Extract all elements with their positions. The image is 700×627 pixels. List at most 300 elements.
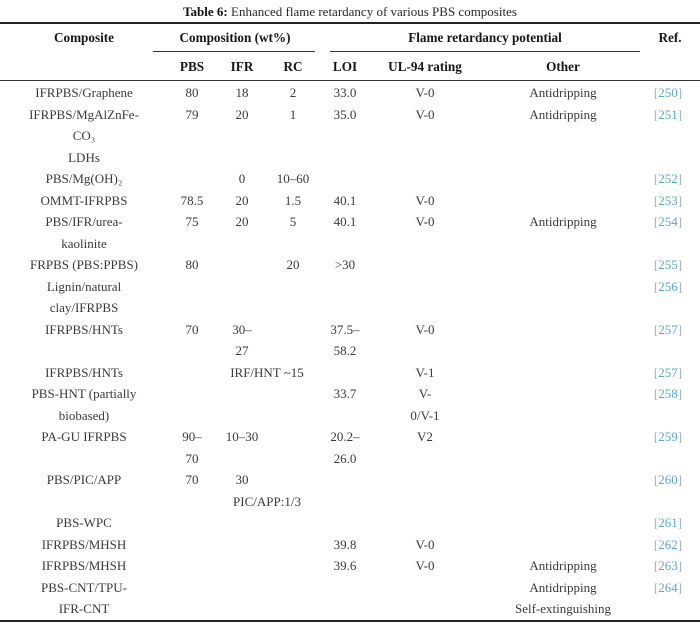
ref-bracket-close: ] bbox=[677, 321, 683, 337]
cell-rc bbox=[268, 319, 318, 362]
cell-pbs bbox=[168, 577, 216, 620]
ref-bracket-close: ] bbox=[677, 515, 683, 530]
cell-ref bbox=[648, 534, 700, 556]
cell-line: Antidripping bbox=[529, 214, 597, 229]
cell-rc bbox=[268, 82, 318, 104]
table-row bbox=[0, 104, 700, 169]
cell-loi bbox=[318, 190, 372, 212]
cell-line: 37.5– bbox=[330, 321, 360, 337]
cell-line: IFRPBS/HNTs bbox=[45, 321, 123, 337]
cell-line: PBS/Mg(OH)₂ bbox=[45, 171, 123, 186]
ref-link[interactable] bbox=[648, 577, 688, 599]
cell-line: 30 bbox=[235, 472, 249, 487]
ref-number: 257 bbox=[658, 321, 678, 337]
cell-ref bbox=[648, 254, 700, 276]
cell-loi bbox=[318, 362, 372, 384]
cell-rc bbox=[268, 383, 318, 426]
ref-bracket-open: [ bbox=[653, 558, 659, 573]
cell-line: 30– bbox=[232, 321, 252, 337]
cell-rc bbox=[268, 577, 318, 620]
cell-line: 20 bbox=[235, 214, 249, 229]
cell-line: 40.1 bbox=[333, 192, 357, 208]
cell-line: V-0 bbox=[415, 106, 435, 122]
cell-line: CO₃ bbox=[72, 128, 96, 143]
cell-pbs bbox=[168, 512, 216, 534]
cell-ul94 bbox=[372, 254, 478, 276]
cell-line: V-0 bbox=[415, 214, 435, 229]
cell-ul94 bbox=[372, 469, 478, 512]
ref-number: 252 bbox=[658, 171, 678, 186]
cell-ifr bbox=[216, 211, 268, 254]
cell-ul94 bbox=[372, 319, 478, 362]
ref-number: 258 bbox=[658, 386, 678, 401]
ref-bracket-close: ] bbox=[677, 278, 683, 294]
cell-other bbox=[478, 276, 648, 319]
cell-ref bbox=[648, 82, 700, 104]
cell-pbs bbox=[168, 254, 216, 276]
cell-loi bbox=[318, 577, 372, 620]
cell-line: 39.6 bbox=[333, 558, 357, 573]
cell-line: 2 bbox=[289, 85, 297, 100]
cell-loi bbox=[318, 512, 372, 534]
cell-line: LDHs bbox=[68, 149, 100, 165]
table-row bbox=[0, 534, 700, 556]
ref-number: 264 bbox=[658, 579, 678, 595]
ref-bracket-open: [ bbox=[653, 364, 659, 380]
cell-loi bbox=[318, 254, 372, 276]
cell-composite bbox=[0, 319, 168, 362]
ref-bracket-close: ] bbox=[677, 257, 683, 272]
cell-line: 70 bbox=[185, 472, 199, 487]
cell-composite bbox=[0, 104, 168, 169]
cell-line: V-0 bbox=[415, 536, 435, 552]
cell-line: IFRPBS/HNTs bbox=[45, 364, 123, 380]
cell-rc bbox=[268, 190, 318, 212]
cell-line: V-0 bbox=[415, 321, 435, 337]
cell-line: Lignin/natural bbox=[46, 278, 122, 294]
cell-ul94 bbox=[372, 534, 478, 556]
ref-bracket-close: ] bbox=[677, 214, 683, 229]
header-rule bbox=[0, 80, 700, 81]
cell-line: kaolinite bbox=[61, 235, 107, 251]
cell-rc bbox=[268, 168, 318, 190]
cell-other bbox=[478, 555, 648, 577]
cell-line: 18 bbox=[235, 85, 249, 100]
ref-bracket-open: [ bbox=[653, 192, 659, 208]
composition-group-underline bbox=[153, 51, 315, 52]
cell-line: 26.0 bbox=[333, 450, 357, 466]
cell-ul94 bbox=[372, 104, 478, 169]
table-body bbox=[0, 82, 700, 620]
cell-line: Antidripping bbox=[529, 558, 597, 573]
cell-line: 70 bbox=[185, 321, 199, 337]
cell-ref bbox=[648, 512, 700, 534]
ref-bracket-open: [ bbox=[653, 386, 659, 401]
cell-rc bbox=[268, 276, 318, 319]
cell-line: IFRPBS/MgAlZnFe- bbox=[29, 106, 139, 122]
cell-line: 40.1 bbox=[333, 214, 357, 229]
cell-other bbox=[478, 426, 648, 469]
ref-bracket-open: [ bbox=[653, 515, 659, 530]
ref-number: 254 bbox=[658, 214, 678, 229]
cell-ifr-rc-span: PIC/APP:1/3 bbox=[233, 493, 301, 509]
cell-line: 80 bbox=[185, 85, 199, 100]
ref-link[interactable] bbox=[648, 362, 688, 384]
cell-line: Antidripping bbox=[529, 106, 597, 122]
ref-bracket-open: [ bbox=[653, 321, 659, 337]
cell-ref bbox=[648, 104, 700, 169]
ref-bracket-close: ] bbox=[677, 171, 683, 186]
ref-bracket-open: [ bbox=[653, 579, 659, 595]
cell-ul94 bbox=[372, 555, 478, 577]
cell-other bbox=[478, 383, 648, 426]
cell-pbs bbox=[168, 426, 216, 469]
header-other: Other bbox=[546, 59, 580, 74]
cell-line: V-0 bbox=[415, 85, 435, 100]
table-row bbox=[0, 211, 700, 254]
cell-loi bbox=[318, 469, 372, 512]
cell-other bbox=[478, 211, 648, 254]
ref-link[interactable] bbox=[648, 469, 688, 491]
ref-bracket-open: [ bbox=[653, 171, 659, 186]
cell-rc bbox=[268, 555, 318, 577]
cell-ul94 bbox=[372, 577, 478, 620]
cell-ifr bbox=[216, 383, 268, 426]
cell-loi bbox=[318, 534, 372, 556]
cell-ul94 bbox=[372, 82, 478, 104]
header-ref: Ref. bbox=[658, 30, 682, 45]
cell-ul94 bbox=[372, 512, 478, 534]
ref-bracket-close: ] bbox=[677, 558, 683, 573]
table-row bbox=[0, 168, 700, 190]
ref-bracket-open: [ bbox=[653, 257, 659, 272]
cell-line: FRPBS (PBS:PPBS) bbox=[29, 257, 139, 272]
ref-bracket-close: ] bbox=[677, 192, 683, 208]
cell-ref bbox=[648, 168, 700, 190]
cell-composite bbox=[0, 254, 168, 276]
cell-ifr bbox=[216, 426, 268, 469]
cell-line: 39.8 bbox=[333, 536, 357, 552]
header-composite: Composite bbox=[53, 30, 115, 45]
cell-pbs bbox=[168, 534, 216, 556]
cell-loi bbox=[318, 276, 372, 319]
cell-line: 27 bbox=[235, 343, 249, 358]
cell-line: OMMT-IFRPBS bbox=[40, 192, 128, 208]
cell-other bbox=[478, 319, 648, 362]
cell-ul94 bbox=[372, 362, 478, 384]
cell-loi bbox=[318, 555, 372, 577]
cell-line: biobased) bbox=[58, 407, 110, 423]
cell-ref bbox=[648, 426, 700, 469]
table-row bbox=[0, 426, 700, 469]
cell-line: 58.2 bbox=[333, 343, 357, 358]
ref-link[interactable] bbox=[648, 319, 688, 341]
ref-bracket-open: [ bbox=[653, 85, 659, 100]
ref-link[interactable] bbox=[648, 555, 688, 577]
cell-line: 10–60 bbox=[276, 171, 310, 186]
cell-other bbox=[478, 577, 648, 620]
cell-ifr-rc-span: IRF/HNT ~15 bbox=[230, 364, 304, 380]
table-row bbox=[0, 276, 700, 319]
cell-line: clay/IFRPBS bbox=[49, 300, 119, 315]
table-row bbox=[0, 362, 700, 384]
ref-bracket-open: [ bbox=[653, 106, 659, 122]
cell-pbs bbox=[168, 555, 216, 577]
cell-rc bbox=[268, 211, 318, 254]
cell-line: 33.7 bbox=[333, 386, 357, 401]
header-ul94-rating: UL-94 rating bbox=[388, 59, 462, 74]
ref-link[interactable] bbox=[648, 190, 688, 212]
cell-other bbox=[478, 469, 648, 512]
cell-ref bbox=[648, 577, 700, 620]
ref-number: 256 bbox=[658, 278, 678, 294]
cell-other bbox=[478, 534, 648, 556]
cell-line: PBS-CNT/TPU- bbox=[41, 579, 127, 595]
cell-other bbox=[478, 104, 648, 169]
cell-other bbox=[478, 362, 648, 384]
ref-link[interactable] bbox=[648, 426, 688, 448]
cell-line: 90– bbox=[182, 429, 202, 444]
cell-rc bbox=[268, 512, 318, 534]
ref-number: 251 bbox=[658, 106, 678, 122]
cell-composite bbox=[0, 534, 168, 556]
cell-line: Antidripping bbox=[529, 85, 597, 100]
cell-ifr bbox=[216, 104, 268, 169]
cell-loi bbox=[318, 319, 372, 362]
cell-ifr bbox=[216, 82, 268, 104]
cell-line: Antidripping bbox=[529, 579, 597, 595]
cell-composite bbox=[0, 82, 168, 104]
cell-line: IFRPBS/Graphene bbox=[35, 85, 133, 100]
ref-link[interactable] bbox=[648, 512, 688, 534]
table-row bbox=[0, 82, 700, 104]
cell-pbs bbox=[168, 383, 216, 426]
cell-ifr bbox=[216, 577, 268, 620]
cell-ref bbox=[648, 211, 700, 254]
ref-bracket-open: [ bbox=[653, 278, 659, 294]
ref-link[interactable] bbox=[648, 254, 688, 276]
cell-pbs bbox=[168, 211, 216, 254]
cell-ul94 bbox=[372, 276, 478, 319]
cell-composite bbox=[0, 469, 168, 512]
cell-ul94 bbox=[372, 383, 478, 426]
table-row bbox=[0, 319, 700, 362]
cell-ifr bbox=[216, 190, 268, 212]
cell-line: PBS-WPC bbox=[56, 515, 112, 530]
cell-ifr bbox=[216, 276, 268, 319]
ref-number: 260 bbox=[658, 472, 678, 487]
cell-rc bbox=[268, 534, 318, 556]
ref-number: 262 bbox=[658, 536, 678, 552]
ref-number: 253 bbox=[658, 192, 678, 208]
cell-other bbox=[478, 168, 648, 190]
cell-composite bbox=[0, 276, 168, 319]
ref-link[interactable] bbox=[648, 168, 688, 190]
table-row bbox=[0, 190, 700, 212]
cell-line: 1 bbox=[289, 106, 297, 122]
cell-line: V- bbox=[418, 386, 432, 401]
table-row bbox=[0, 555, 700, 577]
table-caption-text: Enhanced flame retardancy of various PBS composites bbox=[227, 4, 517, 19]
cell-composite bbox=[0, 555, 168, 577]
cell-ifr bbox=[216, 534, 268, 556]
cell-line: 20 bbox=[235, 192, 249, 208]
table-row bbox=[0, 254, 700, 276]
cell-line: 33.0 bbox=[333, 85, 357, 100]
cell-composite bbox=[0, 383, 168, 426]
ref-bracket-close: ] bbox=[677, 386, 683, 401]
cell-ref bbox=[648, 276, 700, 319]
cell-other bbox=[478, 512, 648, 534]
ref-number: 255 bbox=[658, 257, 678, 272]
cell-ref bbox=[648, 555, 700, 577]
cell-ul94 bbox=[372, 190, 478, 212]
cell-rc bbox=[268, 254, 318, 276]
cell-line: IFR-CNT bbox=[58, 601, 110, 616]
ref-bracket-open: [ bbox=[653, 214, 659, 229]
cell-line: 0/V-1 bbox=[410, 407, 440, 423]
cell-other bbox=[478, 82, 648, 104]
cell-line: >30 bbox=[334, 257, 356, 272]
ref-bracket-open: [ bbox=[653, 429, 659, 444]
ref-bracket-close: ] bbox=[677, 429, 683, 444]
cell-ifr bbox=[216, 512, 268, 534]
table-row bbox=[0, 577, 700, 620]
cell-composite bbox=[0, 211, 168, 254]
cell-loi bbox=[318, 426, 372, 469]
ref-number: 257 bbox=[658, 364, 678, 380]
bottom-rule bbox=[0, 620, 700, 622]
cell-line: PBS/PIC/APP bbox=[46, 472, 122, 487]
ref-bracket-open: [ bbox=[653, 536, 659, 552]
cell-ref bbox=[648, 319, 700, 362]
cell-line: 5 bbox=[289, 214, 297, 229]
cell-line: 20 bbox=[286, 257, 300, 272]
cell-line: IFRPBS/MHSH bbox=[41, 558, 127, 573]
cell-loi bbox=[318, 104, 372, 169]
cell-pbs bbox=[168, 168, 216, 190]
cell-line: Self-extinguishing bbox=[514, 601, 612, 616]
cell-loi bbox=[318, 168, 372, 190]
cell-other bbox=[478, 254, 648, 276]
cell-line: 0 bbox=[238, 171, 246, 186]
cell-rc bbox=[268, 104, 318, 169]
cell-ul94 bbox=[372, 211, 478, 254]
cell-composite bbox=[0, 168, 168, 190]
cell-line: 1.5 bbox=[284, 192, 302, 208]
cell-line: 35.0 bbox=[333, 106, 357, 122]
cell-line: PBS-HNT (partially bbox=[31, 386, 137, 401]
ref-link[interactable] bbox=[648, 383, 688, 405]
header-ifr: IFR bbox=[230, 59, 254, 74]
cell-line: 10–30 bbox=[225, 429, 259, 444]
cell-line: V-1 bbox=[415, 364, 435, 380]
cell-composite bbox=[0, 426, 168, 469]
table-caption bbox=[0, 0, 700, 22]
cell-pbs bbox=[168, 82, 216, 104]
ref-link[interactable] bbox=[648, 211, 688, 233]
ref-link[interactable] bbox=[648, 104, 688, 126]
table-caption-label: Table 6: bbox=[183, 4, 228, 19]
cell-ref bbox=[648, 190, 700, 212]
ref-bracket-close: ] bbox=[677, 536, 683, 552]
cell-composite bbox=[0, 577, 168, 620]
cell-loi bbox=[318, 383, 372, 426]
cell-line: 70 bbox=[185, 450, 199, 466]
cell-ifr bbox=[216, 254, 268, 276]
cell-pbs bbox=[168, 469, 216, 512]
ref-bracket-close: ] bbox=[677, 85, 683, 100]
cell-ifr bbox=[216, 319, 268, 362]
cell-ifr bbox=[216, 555, 268, 577]
table-row bbox=[0, 469, 700, 512]
ref-number: 261 bbox=[658, 515, 678, 530]
ref-bracket-close: ] bbox=[677, 579, 683, 595]
cell-ref bbox=[648, 383, 700, 426]
ref-bracket-close: ] bbox=[677, 106, 683, 122]
ref-bracket-close: ] bbox=[677, 472, 683, 487]
ref-number: 263 bbox=[658, 558, 678, 573]
cell-line: V-0 bbox=[415, 192, 435, 208]
table-row bbox=[0, 512, 700, 534]
cell-ul94 bbox=[372, 426, 478, 469]
cell-line: PBS/IFR/urea- bbox=[45, 214, 123, 229]
cell-rc bbox=[268, 426, 318, 469]
cell-pbs bbox=[168, 319, 216, 362]
header-flame-group: Flame retardancy potential bbox=[408, 30, 562, 45]
cell-line: 20 bbox=[235, 106, 249, 122]
cell-composite bbox=[0, 512, 168, 534]
ref-link[interactable] bbox=[648, 82, 688, 104]
cell-ul94 bbox=[372, 168, 478, 190]
header-rc: RC bbox=[283, 59, 303, 74]
cell-pbs bbox=[168, 276, 216, 319]
ref-link[interactable] bbox=[648, 534, 688, 556]
cell-composite bbox=[0, 362, 168, 384]
cell-line: 75 bbox=[185, 214, 199, 229]
cell-ref bbox=[648, 362, 700, 384]
header-pbs: PBS bbox=[179, 59, 205, 74]
flame-group-underline bbox=[330, 51, 640, 52]
ref-bracket-open: [ bbox=[653, 472, 659, 487]
header-loi: LOI bbox=[332, 59, 358, 74]
cell-pbs bbox=[168, 362, 216, 384]
ref-number: 259 bbox=[658, 429, 678, 444]
cell-line: 20.2– bbox=[330, 429, 360, 444]
cell-pbs bbox=[168, 190, 216, 212]
cell-line: V-0 bbox=[415, 558, 435, 573]
cell-loi bbox=[318, 211, 372, 254]
cell-other bbox=[478, 190, 648, 212]
ref-bracket-close: ] bbox=[677, 364, 683, 380]
top-rule bbox=[0, 22, 700, 24]
cell-pbs bbox=[168, 104, 216, 169]
cell-ifr bbox=[216, 168, 268, 190]
cell-line: PA-GU IFRPBS bbox=[41, 429, 127, 444]
cell-line: 80 bbox=[185, 257, 199, 272]
cell-line: V2 bbox=[417, 429, 433, 444]
cell-line: IFRPBS/MHSH bbox=[41, 536, 127, 552]
cell-loi bbox=[318, 82, 372, 104]
cell-line: 78.5 bbox=[180, 192, 204, 208]
table-row bbox=[0, 383, 700, 426]
ref-number: 250 bbox=[658, 85, 678, 100]
cell-line: 79 bbox=[185, 106, 199, 122]
cell-composite bbox=[0, 190, 168, 212]
cell-ref bbox=[648, 469, 700, 512]
header-composition-group: Composition (wt%) bbox=[179, 30, 291, 45]
ref-link[interactable] bbox=[648, 276, 688, 298]
